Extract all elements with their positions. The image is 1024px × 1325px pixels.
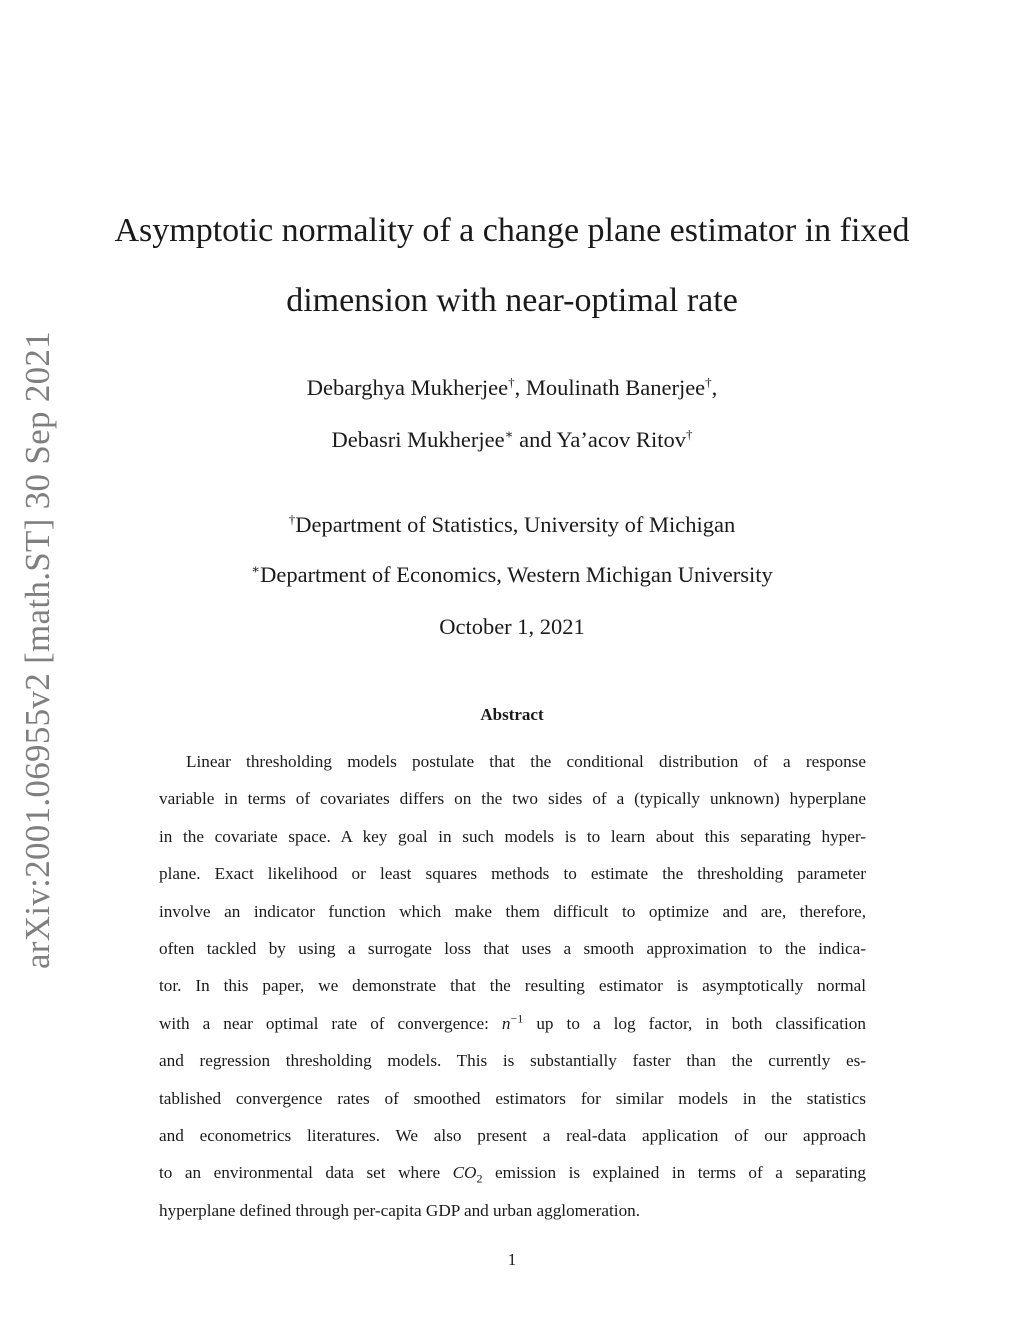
title-line-1: Asymptotic normality of a change plane estimator in fixed — [114, 212, 910, 249]
math-co2 — [452, 1163, 483, 1186]
affiliation-mark: † — [508, 374, 515, 390]
abstract-text: up to a log factor, in both classification — [523, 1013, 866, 1033]
math-base: n — [501, 1013, 511, 1033]
affiliation-mark: † — [685, 426, 693, 442]
affiliation-mark: ∗ — [251, 561, 261, 577]
affiliation-text: Department of Economics, Western Michigan University — [260, 562, 773, 587]
author-name: Debasri Mukherjee — [331, 427, 505, 452]
arxiv-identifier-stamp: arXiv:2001.06955v2 [math.ST] 30 Sep 2021 — [18, 330, 57, 970]
affiliation-text: Department of Statistics, University of Michigan — [295, 512, 736, 537]
abstract-text: emission is explained in terms of a separating — [482, 1163, 866, 1183]
math-subscript: 2 — [476, 1171, 483, 1186]
affiliation-mark: † — [288, 511, 296, 527]
abstract-line: variable in terms of covariates differs on the two sides of a (typically unknown) hyperplane — [159, 789, 866, 809]
abstract-line: tor. In this paper, we demonstrate that the resulting estimator is asymptotically normal — [159, 976, 866, 996]
abstract-text: with a near optimal rate of convergence: — [159, 1013, 502, 1033]
abstract-line: involve an indicator function which make them difficult to optimize and are, therefore, — [159, 901, 866, 921]
abstract-line-with-math — [159, 1005, 866, 1042]
abstract-text: to an environmental data set where — [159, 1163, 453, 1183]
abstract-body — [159, 743, 866, 1229]
page-number: 1 — [507, 1250, 517, 1269]
abstract-line: and econometrics literatures. We also present a real-data application of our approach — [159, 1125, 866, 1145]
abstract-line: tablished convergence rates of smoothed estimators for similar models in the statistics — [159, 1088, 866, 1108]
math-base: CO — [452, 1163, 477, 1183]
abstract-line: hyperplane defined through per-capita GDP and urban agglomeration. — [159, 1200, 641, 1220]
affiliation-economics — [0, 562, 1024, 588]
abstract-heading: Abstract — [480, 705, 544, 724]
abstract-line: and regression thresholding models. This is substantially faster than the currently es- — [159, 1051, 866, 1071]
author-name: Moulinath Banerjee — [525, 375, 706, 400]
affiliation-statistics — [0, 512, 1024, 538]
abstract-line-with-math — [159, 1154, 866, 1191]
abstract-line: in the covariate space. A key goal in such models is to learn about this separating hyper- — [159, 826, 866, 846]
author-list — [0, 362, 1024, 466]
math-n-inverse — [501, 1011, 524, 1033]
affiliation-mark: ∗ — [504, 426, 514, 442]
abstract-line: Linear thresholding models postulate that the conditional distribution of a response — [186, 752, 866, 771]
paper-date: October 1, 2021 — [439, 614, 585, 639]
author-name: Ya’acov Ritov — [556, 427, 686, 452]
abstract-line: plane. Exact likelihood or least squares methods to estimate the thresholding parameter — [159, 864, 866, 884]
author-line-1 — [0, 362, 1024, 414]
author-separator: , — [514, 375, 526, 400]
author-separator: and — [513, 427, 557, 452]
affiliation-mark: † — [705, 374, 712, 390]
math-exponent: −1 — [510, 1011, 524, 1025]
author-name: Debarghya Mukherjee — [306, 375, 509, 400]
paper-title — [0, 196, 1024, 336]
author-separator: , — [711, 375, 718, 400]
title-line-2: dimension with near-optimal rate — [286, 282, 738, 319]
author-line-2 — [0, 414, 1024, 466]
abstract-line: often tackled by using a surrogate loss that uses a smooth approximation to the indica- — [159, 938, 866, 958]
